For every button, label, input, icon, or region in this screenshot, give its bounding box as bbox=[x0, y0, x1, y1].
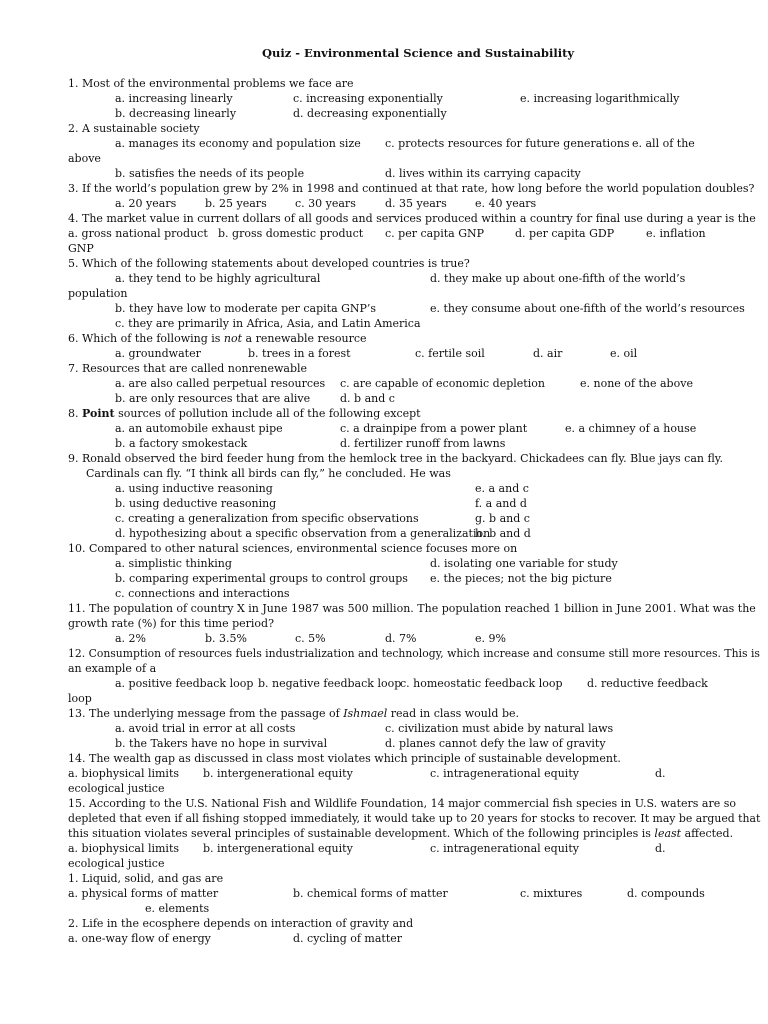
question-12: 12. Consumption of resources fuels industrialization and technology, which increase and consume still more resources. This is bbox=[68, 647, 760, 660]
answer-option: b. are only resources that are alive bbox=[115, 392, 311, 405]
answer-option: a. increasing linearly bbox=[115, 92, 233, 105]
answer-option: e. they consume about one-fifth of the world’s resources bbox=[430, 302, 745, 315]
answer-option: b. 3.5% bbox=[205, 632, 247, 645]
answer-option: a. biophysical limits bbox=[68, 767, 180, 780]
answer-option: e. the pieces; not the big picture bbox=[430, 572, 612, 585]
answer-option: e. a chimney of a house bbox=[565, 422, 697, 435]
answer-option: a. groundwater bbox=[115, 347, 201, 360]
question-5: 5. Which of the following statements about developed countries is true? bbox=[68, 257, 470, 270]
answer-option: d. isolating one variable for study bbox=[430, 557, 618, 570]
question-15-cont: this situation violates several principles of sustainable development. Which of the following principles is least affected. bbox=[68, 827, 734, 840]
answer-option: d. bbox=[655, 767, 666, 780]
answer-option-wrap: GNP bbox=[68, 242, 94, 255]
question-10: 10. Compared to other natural sciences, environmental science focuses more on bbox=[68, 542, 518, 555]
question-2-1: 1. Liquid, solid, and gas are bbox=[68, 872, 224, 885]
answer-option: e. none of the above bbox=[580, 377, 693, 390]
question-11: 11. The population of country X in June 1987 was 500 million. The population reached 1 billion in June 2001. What was the bbox=[68, 602, 756, 615]
answer-option: a. using inductive reasoning bbox=[115, 482, 273, 495]
answer-option: b. 25 years bbox=[205, 197, 267, 210]
answer-option: a. an automobile exhaust pipe bbox=[115, 422, 283, 435]
question-2: 2. A sustainable society bbox=[68, 122, 200, 135]
answer-option: e. elements bbox=[145, 902, 210, 915]
answer-option: c. civilization must abide by natural laws bbox=[385, 722, 614, 735]
question-6: 6. Which of the following is not a renewable resource bbox=[68, 332, 367, 345]
answer-option: d. 7% bbox=[385, 632, 417, 645]
answer-option: e. oil bbox=[610, 347, 638, 360]
answer-option: b. using deductive reasoning bbox=[115, 497, 277, 510]
answer-option-wrap: ecological justice bbox=[68, 782, 165, 795]
answer-option: c. fertile soil bbox=[415, 347, 485, 360]
question-9-cont: Cardinals can fly. “I think all birds can fly,” he concluded. He was bbox=[86, 467, 451, 480]
answer-option: b. they have low to moderate per capita GNP’s bbox=[115, 302, 377, 315]
answer-option: c. protects resources for future generations bbox=[385, 137, 630, 150]
answer-option: a. they tend to be highly agricultural bbox=[115, 272, 321, 285]
answer-option: d. per capita GDP bbox=[515, 227, 615, 240]
question-12-cont: an example of a bbox=[68, 662, 157, 675]
answer-option: d. fertilizer runoff from lawns bbox=[340, 437, 506, 450]
answer-option-wrap: population bbox=[68, 287, 128, 300]
answer-option: a. one-way flow of energy bbox=[68, 932, 211, 945]
answer-option: e. inflation bbox=[646, 227, 706, 240]
answer-option: b. negative feedback loop bbox=[258, 677, 402, 690]
answer-option: d. decreasing exponentially bbox=[293, 107, 447, 120]
answer-option: c. connections and interactions bbox=[115, 587, 290, 600]
question-11-cont: growth rate (%) for this time period? bbox=[68, 617, 274, 630]
answer-option: c. are capable of economic depletion bbox=[340, 377, 545, 390]
answer-option: d. they make up about one-fifth of the world’s bbox=[430, 272, 686, 285]
question-9: 9. Ronald observed the bird feeder hung from the hemlock tree in the backyard. Chickadees can fly. Blue jays can fly. bbox=[68, 452, 724, 465]
page-title: Quiz - Environmental Science and Sustainability bbox=[262, 46, 575, 60]
answer-option: b. satisfies the needs of its people bbox=[115, 167, 305, 180]
answer-option: c. per capita GNP bbox=[385, 227, 485, 240]
answer-option: g. b and c bbox=[475, 512, 530, 525]
answer-option: a. positive feedback loop bbox=[115, 677, 254, 690]
answer-option: a. physical forms of matter bbox=[68, 887, 219, 900]
answer-option: d. 35 years bbox=[385, 197, 447, 210]
answer-option: a. 20 years bbox=[115, 197, 177, 210]
answer-option: a. biophysical limits bbox=[68, 842, 180, 855]
answer-option: c. 30 years bbox=[295, 197, 356, 210]
answer-option: c. creating a generalization from specific observations bbox=[115, 512, 419, 525]
answer-option: d. planes cannot defy the law of gravity bbox=[385, 737, 606, 750]
answer-option: d. cycling of matter bbox=[293, 932, 403, 945]
answer-option: e. 40 years bbox=[475, 197, 537, 210]
answer-option: c. a drainpipe from a power plant bbox=[340, 422, 528, 435]
answer-option: b. decreasing linearly bbox=[115, 107, 237, 120]
answer-option: a. avoid trial in error at all costs bbox=[115, 722, 296, 735]
answer-option: a. are also called perpetual resources bbox=[115, 377, 326, 390]
answer-option: h. b and d bbox=[475, 527, 531, 540]
answer-option: c. they are primarily in Africa, Asia, and Latin America bbox=[115, 317, 421, 330]
answer-option: a. 2% bbox=[115, 632, 147, 645]
answer-option: c. homeostatic feedback loop bbox=[400, 677, 563, 690]
question-13: 13. The underlying message from the passage of Ishmael read in class would be. bbox=[68, 707, 519, 720]
answer-option: c. intragenerational equity bbox=[430, 767, 579, 780]
answer-option: d. lives within its carrying capacity bbox=[385, 167, 581, 180]
answer-option: d. air bbox=[533, 347, 563, 360]
answer-option: a. manages its economy and population size bbox=[115, 137, 361, 150]
answer-option-wrap: ecological justice bbox=[68, 857, 165, 870]
answer-option: d. b and c bbox=[340, 392, 395, 405]
answer-option: d. reductive feedback bbox=[587, 677, 708, 690]
answer-option: b. the Takers have no hope in survival bbox=[115, 737, 328, 750]
answer-option: a. simplistic thinking bbox=[115, 557, 232, 570]
question-3: 3. If the world’s population grew by 2% in 1998 and continued at that rate, how long before the world population doubles? bbox=[68, 182, 755, 195]
answer-option-wrap: above bbox=[68, 152, 101, 165]
question-15: 15. According to the U.S. National Fish and Wildlife Foundation, 14 major commercial fish species in U.S. waters are so bbox=[68, 797, 736, 810]
question-7: 7. Resources that are called nonrenewable bbox=[68, 362, 308, 375]
question-8: 8. Point sources of pollution include all of the following except bbox=[68, 407, 421, 420]
answer-option: c. mixtures bbox=[520, 887, 583, 900]
answer-option: b. a factory smokestack bbox=[115, 437, 248, 450]
answer-option: e. a and c bbox=[475, 482, 529, 495]
question-1: 1. Most of the environmental problems we face are bbox=[68, 77, 354, 90]
answer-option: a. gross national product bbox=[68, 227, 208, 240]
question-2-2: 2. Life in the ecosphere depends on interaction of gravity and bbox=[68, 917, 414, 930]
answer-option: b. trees in a forest bbox=[248, 347, 351, 360]
answer-option: c. increasing exponentially bbox=[293, 92, 443, 105]
answer-option: b. gross domestic product bbox=[218, 227, 364, 240]
answer-option-wrap: loop bbox=[68, 692, 92, 705]
answer-option: c. intragenerational equity bbox=[430, 842, 579, 855]
answer-option: c. 5% bbox=[295, 632, 326, 645]
question-15-cont: depleted that even if all fishing stopped immediately, it would take up to 20 years for stocks to recover. It may be argued that bbox=[68, 812, 761, 825]
answer-option: d. hypothesizing about a specific observation from a generalization bbox=[115, 527, 491, 540]
answer-option: b. comparing experimental groups to control groups bbox=[115, 572, 408, 585]
answer-option: b. intergenerational equity bbox=[203, 767, 353, 780]
answer-option: f. a and d bbox=[475, 497, 527, 510]
answer-option: e. all of the bbox=[632, 137, 695, 150]
answer-option: b. intergenerational equity bbox=[203, 842, 353, 855]
answer-option: b. chemical forms of matter bbox=[293, 887, 448, 900]
question-14: 14. The wealth gap as discussed in class most violates which principle of sustainable development. bbox=[68, 752, 621, 765]
answer-option: e. increasing logarithmically bbox=[520, 92, 680, 105]
answer-option: e. 9% bbox=[475, 632, 506, 645]
answer-option: d. compounds bbox=[627, 887, 705, 900]
answer-option: d. bbox=[655, 842, 666, 855]
question-4: 4. The market value in current dollars of all goods and services produced within a country for final use during a year is the bbox=[68, 212, 756, 225]
